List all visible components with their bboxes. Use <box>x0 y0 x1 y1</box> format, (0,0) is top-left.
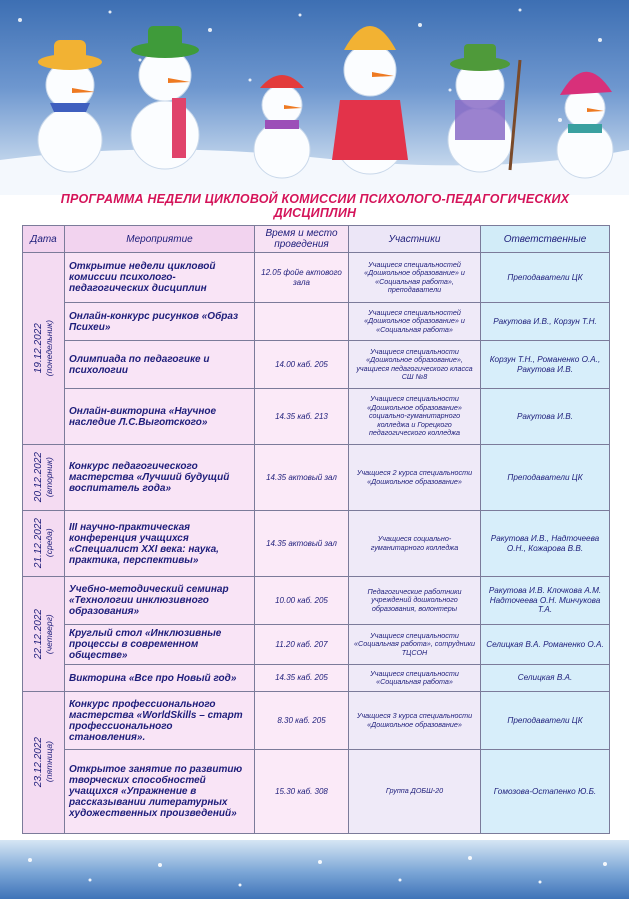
table-row <box>23 253 610 303</box>
date-cell <box>23 445 65 511</box>
event-cell: Конкурс педагогического мастерства «Лучший будущий воспитатель года» <box>65 445 255 511</box>
header-banner <box>0 0 629 195</box>
responsible-cell: Гомозова-Остапенко Ю.Б. <box>481 750 610 834</box>
responsible-cell: Ракутова И.В. Клочкова А.М. Надточеева О.Н. Минчукова Т.А. <box>481 577 610 625</box>
snowman-1 <box>38 40 102 172</box>
participants-cell: Учащиеся социально-гуманитарного колледжа <box>349 511 481 577</box>
weekday-value: (вторник) <box>43 457 54 498</box>
snowmen-illustration <box>0 0 629 195</box>
table-row <box>23 665 610 692</box>
time-cell: 8.30 каб. 205 <box>255 692 349 750</box>
time-cell <box>255 303 349 341</box>
header-responsible: Ответственные <box>481 226 610 253</box>
header-time: Время и место проведения <box>255 226 349 253</box>
participants-cell: Учащиеся специальности «Социальная работа», сотрудники ТЦСОН <box>349 625 481 665</box>
participants-cell: Группа ДОБШ-20 <box>349 750 481 834</box>
table-row <box>23 389 610 445</box>
event-cell: Онлайн-викторина «Научное наследие Л.С.Выготского» <box>65 389 255 445</box>
weekday-value: (четверг) <box>43 614 54 654</box>
date-value: 21.12.2022 <box>32 518 44 569</box>
event-cell: Открытие недели цикловой комиссии психолого-педагогических дисциплин <box>65 253 255 303</box>
time-cell: 15.30 каб. 308 <box>255 750 349 834</box>
header-participants: Участники <box>349 226 481 253</box>
participants-cell: Учащиеся специальности «Социальная работа» <box>349 665 481 692</box>
event-cell: Конкурс профессионального мастерства «WorldSkills – старт профессионального становления». <box>65 692 255 750</box>
time-cell: 14.35 каб. 205 <box>255 665 349 692</box>
responsible-cell: Преподаватели ЦК <box>481 253 610 303</box>
weekday-value: (пятница) <box>43 741 54 784</box>
participants-cell: Учащиеся специальностей «Дошкольное образование» и «Социальная работа», преподаватели <box>349 253 481 303</box>
participants-cell: Педагогические работники учреждений дошкольного образования, волонтеры <box>349 577 481 625</box>
responsible-cell: Ракутова И.В., Надточеева О.Н., Кожарова В.В. <box>481 511 610 577</box>
time-cell: 10.00 каб. 205 <box>255 577 349 625</box>
page-title: ПРОГРАММА НЕДЕЛИ ЦИКЛОВОЙ КОМИССИИ ПСИХОЛОГО-ПЕДАГОГИЧЕСКИХ ДИСЦИПЛИН <box>60 192 570 220</box>
event-cell: Открытое занятие по развитию творческих способностей учащихся «Упражнение в рассказывании литературных художественных произведений» <box>65 750 255 834</box>
participants-cell: Учащиеся специальностей «Дошкольное образование» и «Социальная работа» <box>349 303 481 341</box>
header-date: Дата <box>23 226 65 253</box>
date-cell <box>23 511 65 577</box>
weekday-value: (понедельник) <box>43 320 54 377</box>
responsible-cell: Преподаватели ЦК <box>481 692 610 750</box>
date-value: 20.12.2022 <box>32 452 44 503</box>
snowman-2 <box>131 26 199 169</box>
table-row <box>23 341 610 389</box>
participants-cell: Учащиеся специальности «Дошкольное образование» социально-гуманитарного колледжа и Горецкого педагогического колледжа <box>349 389 481 445</box>
time-cell: 14.35 актовый зал <box>255 445 349 511</box>
event-cell: Олимпиада по педагогике и психологии <box>65 341 255 389</box>
date-cell <box>23 692 65 834</box>
responsible-cell: Ракутова И.В. <box>481 389 610 445</box>
weekday-value: (среда) <box>43 529 54 558</box>
snowman-3 <box>254 75 310 178</box>
table-row <box>23 303 610 341</box>
time-cell: 14.35 каб. 213 <box>255 389 349 445</box>
responsible-cell: Преподаватели ЦК <box>481 445 610 511</box>
event-cell: Викторина «Все про Новый год» <box>65 665 255 692</box>
time-cell: 14.35 актовый зал <box>255 511 349 577</box>
participants-cell: Учащиеся специальности «Дошкольное образование», учащиеся педагогического класса СШ №8 <box>349 341 481 389</box>
table-row <box>23 750 610 834</box>
table-row <box>23 692 610 750</box>
event-cell: III научно-практическая конференция учащихся «Специалист XXI века: наука, практика, перспективы» <box>65 511 255 577</box>
header-event: Мероприятие <box>65 226 255 253</box>
table-header-row <box>23 226 610 253</box>
time-cell: 14.00 каб. 205 <box>255 341 349 389</box>
date-value: 23.12.2022 <box>32 737 44 788</box>
event-cell: Учебно-методический семинар «Технологии инклюзивного образования» <box>65 577 255 625</box>
participants-cell: Учащиеся 3 курса специальности «Дошкольное образование» <box>349 692 481 750</box>
table-row <box>23 445 610 511</box>
snowman-5 <box>448 44 520 172</box>
event-cell: Круглый стол «Инклюзивные процессы в современном обществе» <box>65 625 255 665</box>
snowman-6 <box>557 72 613 178</box>
program-table <box>22 225 610 834</box>
date-cell <box>23 253 65 445</box>
time-cell: 11.20 каб. 207 <box>255 625 349 665</box>
table-row <box>23 577 610 625</box>
responsible-cell: Селицкая В.А. Романенко О.А. <box>481 625 610 665</box>
time-cell: 12.05 фойе актового зала <box>255 253 349 303</box>
snowflakes-decoration <box>0 840 629 899</box>
responsible-cell: Ракутова И.В., Корзун Т.Н. <box>481 303 610 341</box>
date-value: 19.12.2022 <box>32 323 44 374</box>
table-row <box>23 625 610 665</box>
date-cell <box>23 577 65 692</box>
event-cell: Онлайн-конкурс рисунков «Образ Психеи» <box>65 303 255 341</box>
responsible-cell: Селицкая В.А. <box>481 665 610 692</box>
participants-cell: Учащиеся 2 курса специальности «Дошкольное образование» <box>349 445 481 511</box>
footer-decoration <box>0 840 629 899</box>
responsible-cell: Корзун Т.Н., Романенко О.А., Ракутова И.В. <box>481 341 610 389</box>
table-row <box>23 511 610 577</box>
snowman-4 <box>332 26 408 174</box>
date-value: 22.12.2022 <box>32 608 44 660</box>
